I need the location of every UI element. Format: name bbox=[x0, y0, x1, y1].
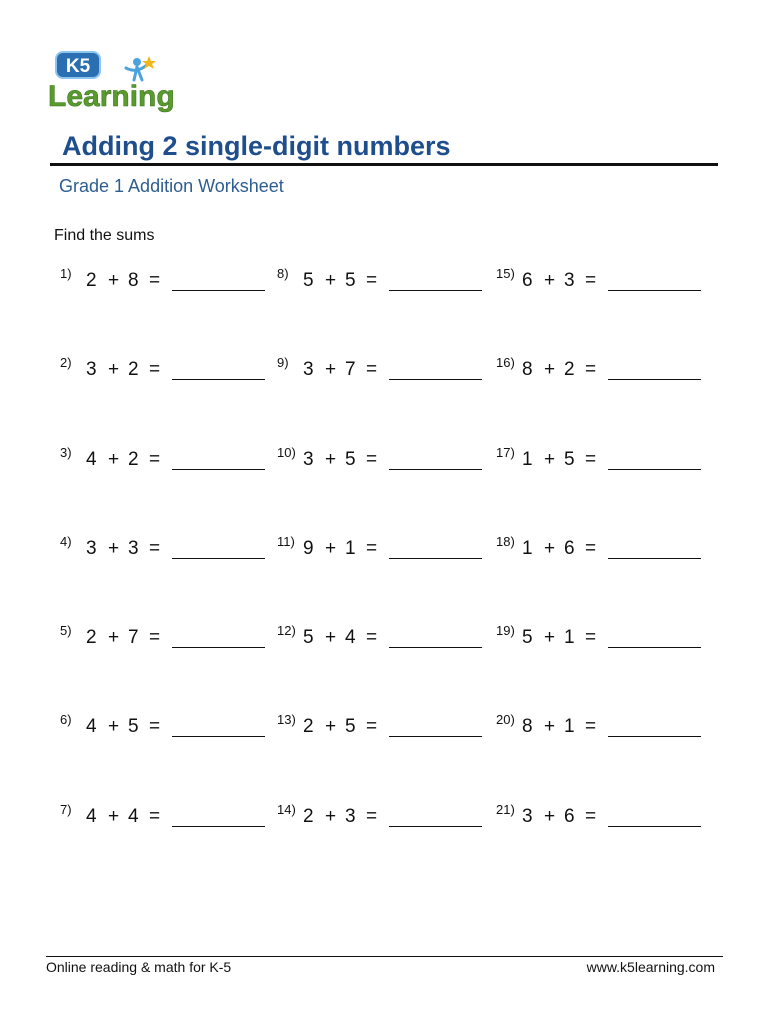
plus-sign: + bbox=[544, 270, 556, 291]
addend-1: 4 bbox=[86, 716, 97, 737]
problem-number: 1) bbox=[60, 266, 72, 281]
answer-blank[interactable] bbox=[172, 290, 265, 291]
addend-1: 8 bbox=[522, 716, 533, 737]
equals-sign: = bbox=[585, 270, 597, 291]
plus-sign: + bbox=[108, 270, 120, 291]
addend-2: 6 bbox=[564, 538, 575, 559]
problem-number: 8) bbox=[277, 266, 289, 281]
addend-2: 1 bbox=[564, 627, 575, 648]
addend-2: 4 bbox=[128, 806, 139, 827]
answer-blank[interactable] bbox=[608, 736, 701, 737]
problem-number: 2) bbox=[60, 355, 72, 370]
addend-1: 3 bbox=[303, 449, 314, 470]
problem-number: 6) bbox=[60, 712, 72, 727]
plus-sign: + bbox=[325, 806, 337, 827]
problem-number: 7) bbox=[60, 802, 72, 817]
addend-1: 3 bbox=[86, 359, 97, 380]
addend-2: 3 bbox=[345, 806, 356, 827]
problem-number: 11) bbox=[277, 534, 295, 549]
equals-sign: = bbox=[149, 806, 161, 827]
problem-number: 15) bbox=[496, 266, 515, 281]
answer-blank[interactable] bbox=[172, 736, 265, 737]
answer-blank[interactable] bbox=[389, 736, 482, 737]
equals-sign: = bbox=[366, 449, 378, 470]
answer-blank[interactable] bbox=[172, 558, 265, 559]
equals-sign: = bbox=[585, 716, 597, 737]
k5-learning-logo bbox=[46, 50, 188, 114]
addend-1: 1 bbox=[522, 449, 533, 470]
answer-blank[interactable] bbox=[389, 647, 482, 648]
k5-learning-logo-icon bbox=[46, 50, 188, 114]
addend-2: 4 bbox=[345, 627, 356, 648]
addend-1: 2 bbox=[86, 270, 97, 291]
equals-sign: = bbox=[585, 627, 597, 648]
addend-1: 6 bbox=[522, 270, 533, 291]
equals-sign: = bbox=[366, 806, 378, 827]
answer-blank[interactable] bbox=[389, 290, 482, 291]
equals-sign: = bbox=[149, 270, 161, 291]
addend-2: 3 bbox=[564, 270, 575, 291]
equals-sign: = bbox=[366, 627, 378, 648]
problem-number: 10) bbox=[277, 445, 296, 460]
addend-1: 9 bbox=[303, 538, 314, 559]
addend-1: 4 bbox=[86, 806, 97, 827]
answer-blank[interactable] bbox=[608, 469, 701, 470]
plus-sign: + bbox=[325, 449, 337, 470]
addend-2: 7 bbox=[128, 627, 139, 648]
problem-number: 13) bbox=[277, 712, 296, 727]
addend-1: 5 bbox=[303, 627, 314, 648]
addend-1: 4 bbox=[86, 449, 97, 470]
equals-sign: = bbox=[149, 716, 161, 737]
title-divider bbox=[50, 163, 718, 166]
footer-divider bbox=[46, 956, 723, 957]
addend-1: 3 bbox=[522, 806, 533, 827]
answer-blank[interactable] bbox=[389, 469, 482, 470]
plus-sign: + bbox=[108, 806, 120, 827]
problem-number: 3) bbox=[60, 445, 72, 460]
equals-sign: = bbox=[366, 270, 378, 291]
plus-sign: + bbox=[544, 716, 556, 737]
plus-sign: + bbox=[325, 627, 337, 648]
addend-2: 1 bbox=[345, 538, 356, 559]
addend-1: 2 bbox=[303, 716, 314, 737]
addend-2: 8 bbox=[128, 270, 139, 291]
answer-blank[interactable] bbox=[608, 647, 701, 648]
plus-sign: + bbox=[108, 716, 120, 737]
plus-sign: + bbox=[544, 359, 556, 380]
equals-sign: = bbox=[585, 538, 597, 559]
equals-sign: = bbox=[366, 359, 378, 380]
equals-sign: = bbox=[366, 538, 378, 559]
answer-blank[interactable] bbox=[389, 379, 482, 380]
logo-person-body bbox=[126, 64, 148, 80]
plus-sign: + bbox=[544, 806, 556, 827]
problem-number: 21) bbox=[496, 802, 515, 817]
addend-2: 6 bbox=[564, 806, 575, 827]
plus-sign: + bbox=[325, 538, 337, 559]
addend-2: 5 bbox=[345, 270, 356, 291]
equals-sign: = bbox=[149, 627, 161, 648]
problem-number: 20) bbox=[496, 712, 515, 727]
answer-blank[interactable] bbox=[172, 469, 265, 470]
addend-2: 5 bbox=[128, 716, 139, 737]
footer-tagline: Online reading & math for K-5 bbox=[46, 959, 232, 975]
worksheet-title: Adding 2 single-digit numbers bbox=[62, 131, 451, 161]
addend-2: 5 bbox=[345, 716, 356, 737]
instructions: Find the sums bbox=[54, 227, 155, 244]
equals-sign: = bbox=[366, 716, 378, 737]
answer-blank[interactable] bbox=[172, 379, 265, 380]
plus-sign: + bbox=[544, 627, 556, 648]
equals-sign: = bbox=[585, 449, 597, 470]
answer-blank[interactable] bbox=[608, 558, 701, 559]
addend-2: 1 bbox=[564, 716, 575, 737]
equals-sign: = bbox=[149, 359, 161, 380]
plus-sign: + bbox=[108, 359, 120, 380]
plus-sign: + bbox=[544, 449, 556, 470]
answer-blank[interactable] bbox=[608, 379, 701, 380]
problem-number: 16) bbox=[496, 355, 515, 370]
answer-blank[interactable] bbox=[172, 647, 265, 648]
plus-sign: + bbox=[108, 449, 120, 470]
addend-2: 7 bbox=[345, 359, 356, 380]
addend-1: 1 bbox=[522, 538, 533, 559]
logo-wordmark: Learning bbox=[48, 80, 175, 113]
addend-1: 5 bbox=[303, 270, 314, 291]
addend-2: 3 bbox=[128, 538, 139, 559]
equals-sign: = bbox=[585, 359, 597, 380]
addend-1: 3 bbox=[86, 538, 97, 559]
problem-number: 17) bbox=[496, 445, 515, 460]
answer-blank[interactable] bbox=[608, 290, 701, 291]
problem-number: 9) bbox=[277, 355, 289, 370]
plus-sign: + bbox=[108, 538, 120, 559]
equals-sign: = bbox=[149, 449, 161, 470]
addend-1: 2 bbox=[303, 806, 314, 827]
addend-2: 2 bbox=[564, 359, 575, 380]
problem-number: 14) bbox=[277, 802, 296, 817]
equals-sign: = bbox=[585, 806, 597, 827]
addend-2: 2 bbox=[128, 359, 139, 380]
footer-website: www.k5learning.com bbox=[586, 959, 715, 975]
plus-sign: + bbox=[108, 627, 120, 648]
addend-1: 2 bbox=[86, 627, 97, 648]
plus-sign: + bbox=[325, 270, 337, 291]
addend-1: 3 bbox=[303, 359, 314, 380]
logo-badge-text: K5 bbox=[65, 56, 91, 77]
problem-number: 18) bbox=[496, 534, 515, 549]
addend-2: 5 bbox=[345, 449, 356, 470]
plus-sign: + bbox=[325, 716, 337, 737]
addend-1: 5 bbox=[522, 627, 533, 648]
addend-2: 2 bbox=[128, 449, 139, 470]
answer-blank[interactable] bbox=[389, 558, 482, 559]
problem-number: 5) bbox=[60, 623, 72, 638]
answer-blank[interactable] bbox=[172, 826, 265, 827]
problem-number: 19) bbox=[496, 623, 515, 638]
plus-sign: + bbox=[544, 538, 556, 559]
answer-blank[interactable] bbox=[608, 826, 701, 827]
problem-number: 4) bbox=[60, 534, 72, 549]
equals-sign: = bbox=[149, 538, 161, 559]
worksheet-subtitle: Grade 1 Addition Worksheet bbox=[59, 176, 284, 196]
addend-2: 5 bbox=[564, 449, 575, 470]
problem-number: 12) bbox=[277, 623, 296, 638]
logo-person-head bbox=[133, 58, 141, 66]
answer-blank[interactable] bbox=[389, 826, 482, 827]
plus-sign: + bbox=[325, 359, 337, 380]
addend-1: 8 bbox=[522, 359, 533, 380]
